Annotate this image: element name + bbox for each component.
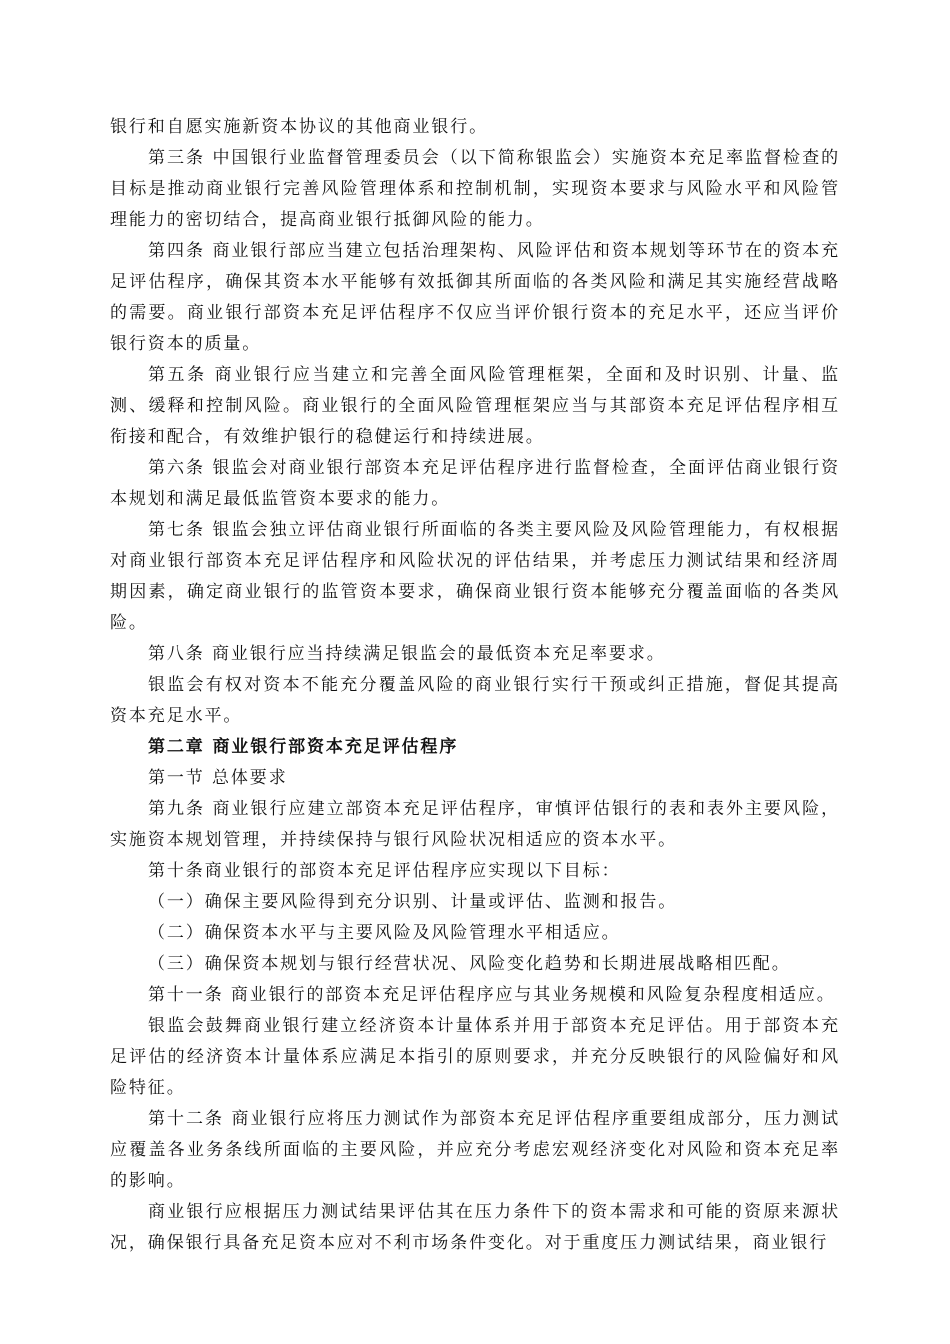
paragraph-continuation: 银行和自愿实施新资本协议的其他商业银行。 [110, 117, 488, 137]
article-10-paragraph: 第十条商业银行的部资本充足评估程序应实现以下目标： [148, 861, 621, 881]
list-item-2: （二）确保资本水平与主要风险及风险管理水平相适应。 [148, 923, 621, 943]
article-5-paragraph: 第五条 商业银行应当建立和完善全面风险管理框架，全面和及时识别、计量、监测、缓释和控制风险。商业银行的全面风险管理框架应当与其部资本充足评估程序相互衔接和配合，有效维护银行的稳健运行和持续进展。 [110, 365, 840, 447]
article-12-supplement-paragraph: 商业银行应根据压力测试结果评估其在压力条件下的资本需求和可能的资原来源状况，确保银行具备充足资本应对不利市场条件变化。对于重度压力测试结果，商业银行 [110, 1202, 840, 1253]
article-11-supplement-paragraph: 银监会鼓舞商业银行建立经济资本计量体系并用于部资本充足评估。用于部资本充足评估的经济资本计量体系应满足本指引的原则要求，并充分反映银行的风险偏好和风险特征。 [110, 1016, 840, 1098]
list-item-1: （一）确保主要风险得到充分识别、计量或评估、监测和报告。 [148, 892, 678, 912]
list-item-3: （三）确保资本规划与银行经营状况、风险变化趋势和长期进展战略相匹配。 [148, 954, 791, 974]
article-8-supplement-paragraph: 银监会有权对资本不能充分覆盖风险的商业银行实行干预或纠正措施，督促其提高资本充足水平。 [110, 675, 840, 726]
article-6-paragraph: 第六条 银监会对商业银行部资本充足评估程序进行监督检查，全面评估商业银行资本规划和满足最低监管资本要求的能力。 [110, 458, 840, 509]
document-body [110, 112, 840, 1259]
article-7-paragraph: 第七条 银监会独立评估商业银行所面临的各类主要风险及风险管理能力，有权根据对商业银行部资本充足评估程序和风险状况的评估结果，并考虑压力测试结果和经济周期因素，确定商业银行的监管资本要求，确保商业银行资本能够充分覆盖面临的各类风险。 [110, 520, 840, 633]
article-12-paragraph: 第十二条 商业银行应将压力测试作为部资本充足评估程序重要组成部分，压力测试应覆盖各业务条线所面临的主要风险，并应充分考虑宏观经济变化对风险和资本充足率的影响。 [110, 1109, 840, 1191]
chapter-2-heading: 第二章 商业银行部资本充足评估程序 [148, 737, 459, 757]
article-4-paragraph: 第四条 商业银行部应当建立包括治理架构、风险评估和资本规划等环节在的资本充足评估程序，确保其资本水平能够有效抵御其所面临的各类风险和满足其实施经营战略的需要。商业银行部资本充足评估程序不仅应当评价银行资本的充足水平，还应当评价银行资本的质量。 [110, 241, 840, 354]
section-1-heading: 第一节 总体要求 [148, 768, 288, 788]
article-9-paragraph: 第九条 商业银行应建立部资本充足评估程序，审慎评估银行的表和表外主要风险，实施资本规划管理，并持续保持与银行风险状况相适应的资本水平。 [110, 799, 840, 850]
article-3-paragraph: 第三条 中国银行业监督管理委员会（以下简称银监会）实施资本充足率监督检查的目标是推动商业银行完善风险管理体系和控制机制，实现资本要求与风险水平和风险管理能力的密切结合，提高商业银行抵御风险的能力。 [110, 148, 840, 230]
article-8-paragraph: 第八条 商业银行应当持续满足银监会的最低资本充足率要求。 [148, 644, 666, 664]
article-11-paragraph: 第十一条 商业银行的部资本充足评估程序应与其业务规模和风险复杂程度相适应。 [148, 985, 836, 1005]
